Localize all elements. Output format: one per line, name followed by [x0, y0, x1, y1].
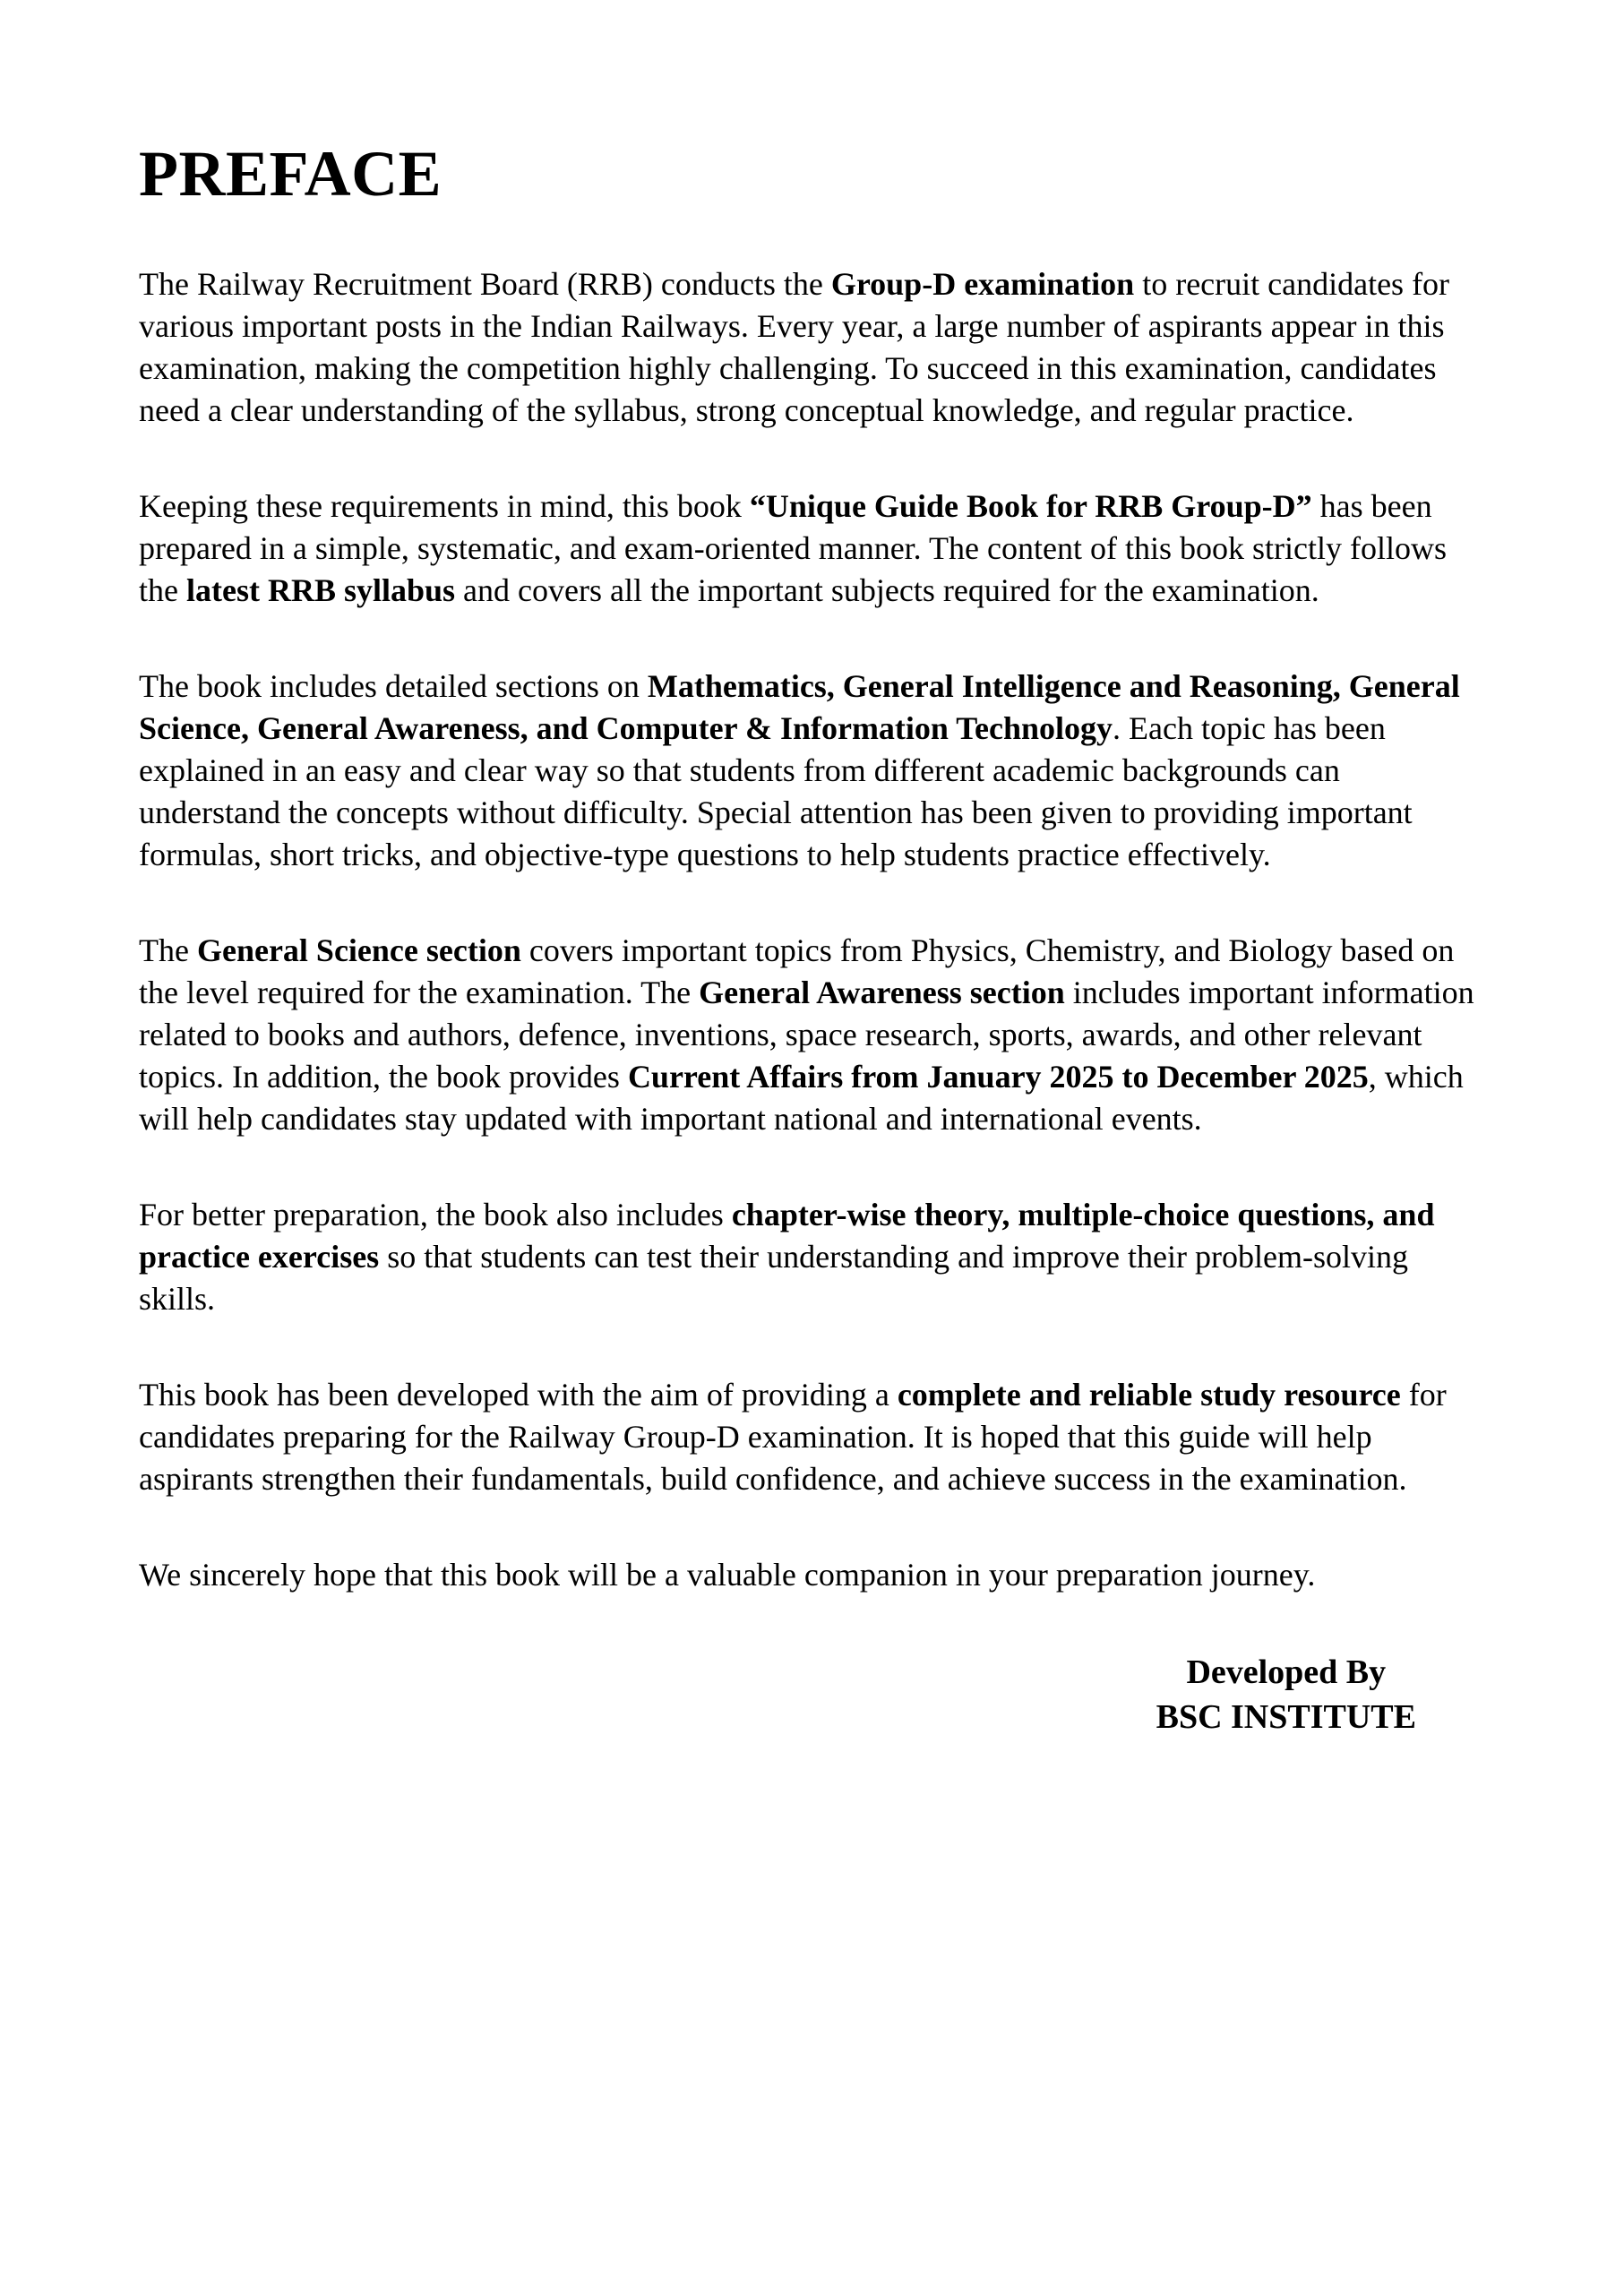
signature-developed-by: Developed By [1186, 1653, 1387, 1691]
preface-paragraph-4: The General Science section covers important topics from Physics, Chemistry, and Biology based on the level required for the examination. The General Awareness section includes important information related to books and authors, defence, inventions, space research, sports, awards, and other relevant topics. In addition, the book provides Current Affairs from January 2025 to December 2025, which will help candidates stay updated with important national and international events. [139, 932, 1474, 1137]
signature-block [139, 1650, 1482, 1739]
preface-paragraph-2: Keeping these requirements in mind, this book “Unique Guide Book for RRB Group-D” has been prepared in a simple, systematic, and exam-oriented manner. The content of this book strictly follows the latest RRB syllabus and covers all the important subjects required for the examination. [139, 488, 1447, 608]
signature-text [1156, 1650, 1416, 1739]
preface-paragraph-3: The book includes detailed sections on Mathematics, General Intelligence and Reasoning, General Science, General Awareness, and Computer & Information Technology. Each topic has been explained in an easy and clear way so that students from different academic backgrounds can understand the concepts without difficulty. Special attention has been given to providing important formulas, short tricks, and objective-type questions to help students practice effectively. [139, 668, 1460, 872]
preface-paragraph-1: The Railway Recruitment Board (RRB) conducts the Group-D examination to recruit candidates for various important posts in the Indian Railways. Every year, a large number of aspirants appear in this examination, making the competition highly challenging. To succeed in this examination, candidates need a clear understanding of the syllabus, strong conceptual knowledge, and regular practice. [139, 266, 1450, 428]
signature-institute-name: BSC INSTITUTE [1156, 1698, 1416, 1736]
preface-paragraph-5: For better preparation, the book also includes chapter-wise theory, multiple-choice questions, and practice exercises so that students can test their understanding and improve their problem-solving skills. [139, 1197, 1435, 1317]
preface-paragraph-7: We sincerely hope that this book will be a valuable companion in your preparation journey. [139, 1557, 1316, 1593]
page-title: PREFACE [139, 138, 443, 210]
preface-paragraph-6: This book has been developed with the aim of providing a complete and reliable study resource for candidates preparing for the Railway Group-D examination. It is hoped that this guide will help aspirants strengthen their fundamentals, build confidence, and achieve success in the examination. [139, 1377, 1447, 1497]
